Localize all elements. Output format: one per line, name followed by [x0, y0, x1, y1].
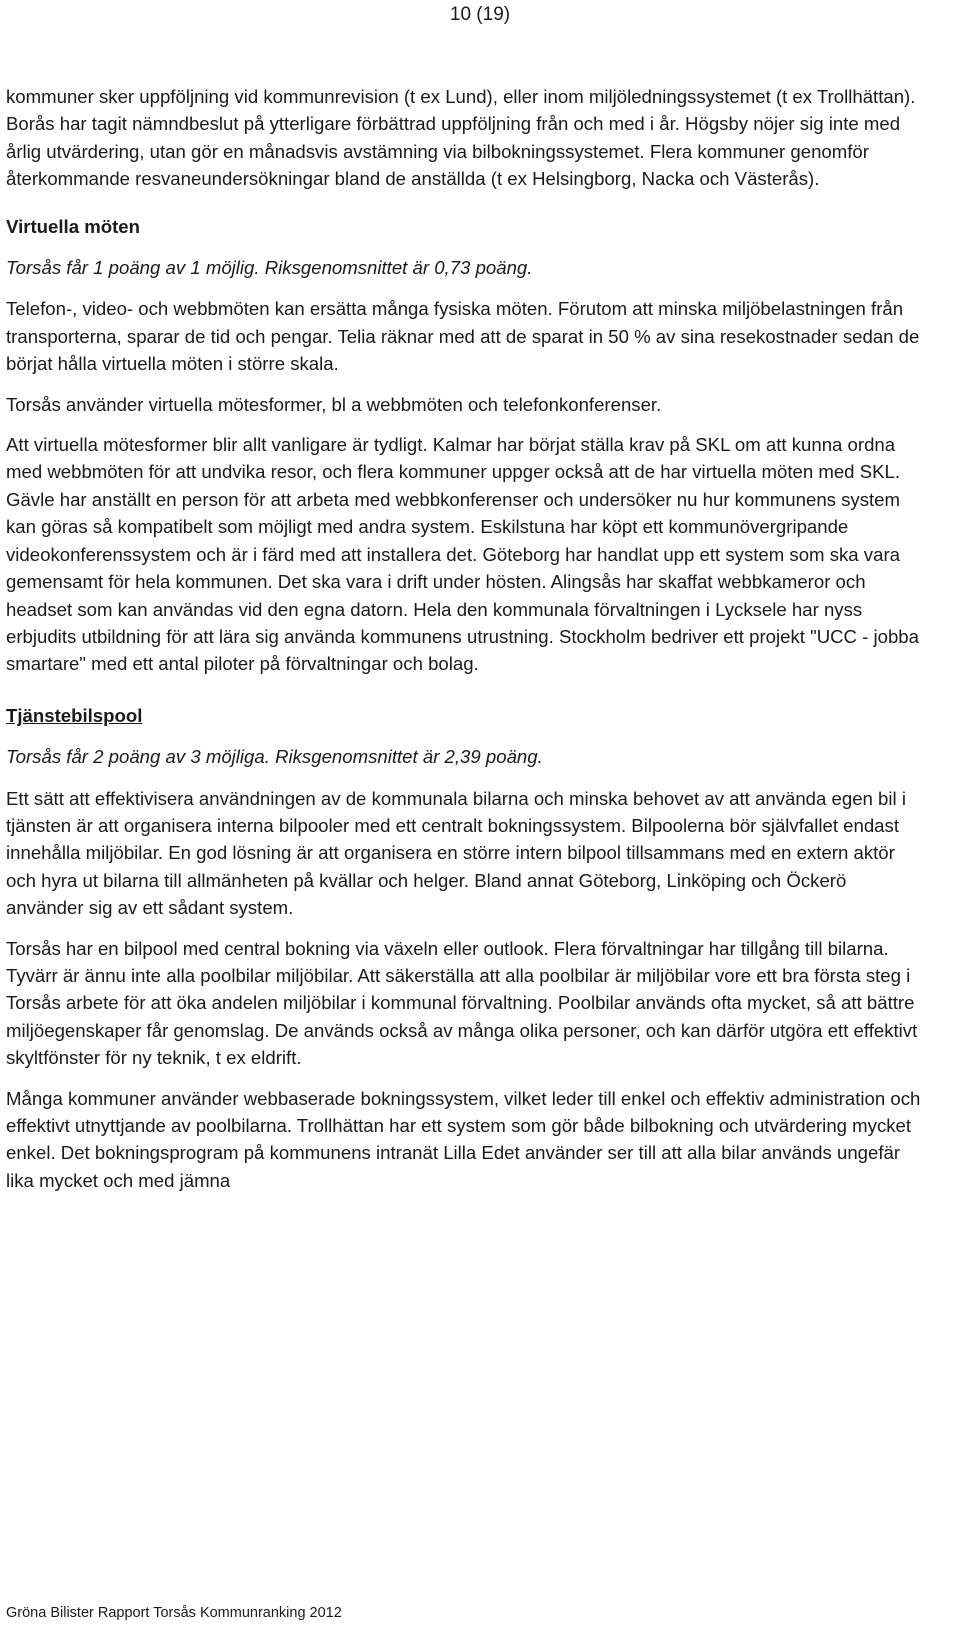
paragraph: Torsås använder virtuella mötesformer, bl a webbmöten och telefonkonferenser. [6, 393, 662, 415]
document-body [6, 83, 922, 1207]
score-line-carpool: Torsås får 2 poäng av 3 möjliga. Riksgenomsnittet är 2,39 poäng. [6, 746, 543, 768]
paragraph: Telefon-, video- och webbmöten kan ersätta många fysiska möten. Förutom att minska miljöbelastningen från transporterna, sparar de tid och pengar. Telia räknar med att de sparat in 50 % av sina resekostnader sedan de börjat hålla virtuella möten i större skala. [6, 298, 920, 375]
paragraph: Ett sätt att effektivisera användningen av de kommunala bilarna och minska behovet av att använda egen bil i tjänsten är att organisera interna bilpooler med ett centralt bokningssystem. Bilpoolerna bör självfallet endast innehålla miljöbilar. En god lösning är att organisera en större intern bilpool tillsammans med en extern aktör och hyra ut bilarna till allmänheten på kvällar och helger. Bland annat Göteborg, Linköping och Öckerö använder sig av ett sådant system. [6, 787, 906, 919]
section-heading-carpool: Tjänstebilspool [6, 704, 143, 726]
score-line-virtual-meetings: Torsås får 1 poäng av 1 möjlig. Riksgenomsnittet är 0,73 poäng. [6, 257, 533, 279]
paragraph: Torsås har en bilpool med central bokning via växeln eller outlook. Flera förvaltningar har tillgång till bilarna. Tyvärr är ännu inte alla poolbilar miljöbilar. Att säkerställa att alla poolbilar är miljöbilar vore ett bra första steg i Torsås arbete för att öka andelen miljöbilar i kommunal förvaltning. Poolbilar används ofta mycket, så att bättre miljöegenskaper får genomslag. De används också av många olika personer, och kan därför utgöra ett effektivt skyltfönster för ny teknik, t ex eldrift. [6, 937, 918, 1069]
intro-paragraph: kommuner sker uppföljning vid kommunrevision (t ex Lund), eller inom miljöledningssystemet (t ex Trollhättan). Borås har tagit nämndbeslut på ytterligare förbättrad uppföljning från och med i år. Högsby nöjer sig inte med årlig utvärdering, utan gör en månadsvis avstämning via bilbokningssystemet. Flera kommuner genomför återkommande resvaneundersökningar bland de anställda (t ex Helsingborg, Nacka och Västerås). [6, 86, 916, 190]
page-number: 10 (19) [449, 4, 511, 25]
page-footer: Gröna Bilister Rapport Torsås Kommunranking 2012 [6, 1605, 342, 1621]
paragraph: Många kommuner använder webbaserade bokningssystem, vilket leder till enkel och effektiv administration och effektivt utnyttjande av poolbilarna. Trollhättan har ett system som gör både bilbokning och utvärdering mycket enkel. Det bokningsprogram på kommunens intranät Lilla Edet använder ser till att alla bilar används ungefär lika mycket och med jämna [6, 1087, 921, 1191]
paragraph: Att virtuella mötesformer blir allt vanligare är tydligt. Kalmar har börjat ställa krav på SKL om att kunna ordna med webbmöten för att undvika resor, och flera kommuner uppger också att de har virtuella möten med SKL. Gävle har anställt en person för att arbeta med webbkonferenser och undersöker nu hur kommunens system kan göras så kompatibelt som möjligt med andra system. Eskilstuna har köpt ett kommunövergripande videokonferenssystem och är i färd med att installera det. Göteborg har handlat upp ett system som ska vara gemensamt för hela kommunen. Det ska vara i drift under hösten. Alingsås har skaffat webbkameror och headset som kan användas vid den egna datorn. Hela den kommunala förvaltningen i Lycksele har nyss erbjudits utbildning för att lära sig använda kommunens utrustning. Stockholm bedriver ett projekt "UCC - jobba smartare" med ett antal piloter på förvaltningar och bolag. [6, 434, 919, 675]
section-heading-virtual-meetings: Virtuella möten [6, 215, 140, 237]
